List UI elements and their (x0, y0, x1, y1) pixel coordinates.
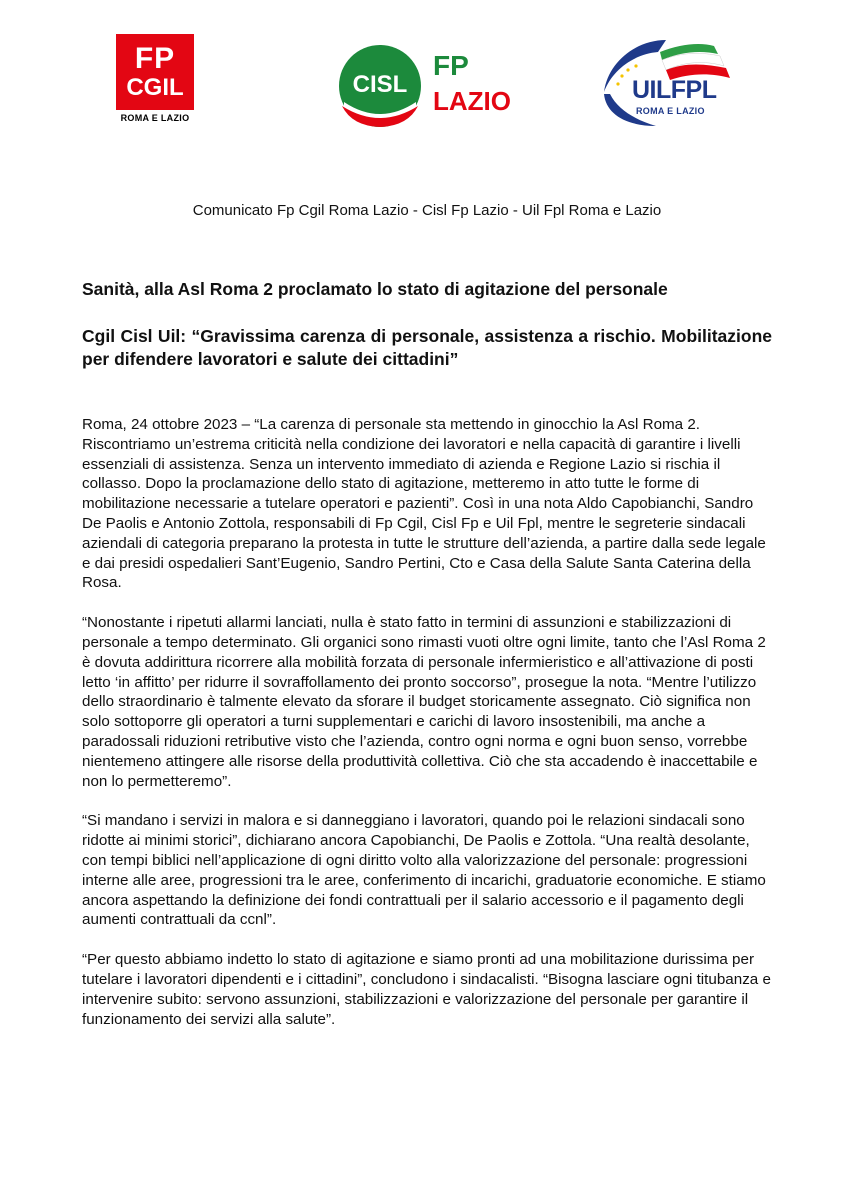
fp-cgil-logo-cgil: CGIL (126, 74, 184, 101)
cisl-fp-lazio-logo (338, 44, 511, 124)
paragraph-3: “Si mandano i servizi in malora e si danneggiano i lavoratori, quando poi le relazioni sindacali sono ridotte ai minimi storici”, dichiarano ancora Capobianchi, De Paolis e Zottola. “Una realtà desolante, con tempi biblici nell’applicazione di ogni diritto volto alla valorizzazione del personale: progressioni interne alle aree, progressioni tra le aree, conferimento di incarichi, graduatorie economiche. E stiamo ancora aspettando la definizione dei fondi contrattuali per il salario accessorio e il pagamento degli aumenti contrattuali da ccnl”. (82, 812, 766, 929)
uil-logo-name: UILFPL (632, 76, 717, 104)
headline: Sanità, alla Asl Roma 2 proclamato lo stato di agitazione del personale (82, 279, 668, 299)
communique-header: Comunicato Fp Cgil Roma Lazio - Cisl Fp Lazio - Uil Fpl Roma e Lazio (192, 202, 662, 219)
paragraph-2: “Nonostante i ripetuti allarmi lanciati, nulla è stato fatto in termini di assunzioni e stabilizzazioni di personale a tempo determinato. Gli organici sono rimasti vuoti oltre ogni limite, tanto che l’Asl Roma 2 è dovuta addirittura ricorrere alla mobilità forzata di personale infermieristico e all’attivazione di posti letto ‘in affitto’ per ridurre il sovraffollamento dei pronto soccorso”, prosegue la nota. “Mentre l’utilizzo dello straordinario è talmente elevato da sforare il budget storicamente assegnato. Ciò significa non solo sottoporre gli operatori a turni supplementari e carichi di lavoro insostenibili, ma anche a paradossali riduzioni retributive visto che l’azienda, contro ogni norma e ogni buon senso, vorrebbe nientemeno attingere alle risorse della produttività collettiva. Ciò che sta accadendo è inaccettabile e non lo permetteremo”. (82, 614, 766, 790)
cisl-logo-lazio: LAZIO (433, 86, 511, 116)
uil-fpl-logo (596, 36, 736, 128)
cisl-logo-mark (338, 44, 422, 128)
uil-logo-region: ROMA E LAZIO (636, 106, 705, 116)
subheadline: Cgil Cisl Uil: “Gravissima carenza di personale, assistenza a rischio. Mobilitazione per difendere lavoratori e salute dei cittadini” (82, 326, 772, 369)
cisl-logo-text: CISL (352, 71, 408, 98)
press-release-body (82, 200, 772, 1049)
fp-cgil-logo (116, 34, 194, 124)
cisl-logo-fp: FP (433, 50, 469, 81)
fp-cgil-logo-box (116, 34, 194, 110)
logos-header (0, 0, 849, 140)
paragraph-4: “Per questo abbiamo indetto lo stato di agitazione e siamo pronti ad una mobilitazione durissima per tutelare i lavoratori dipendenti e i cittadini”, concludono i sindacalisti. “Bisogna lasciare ogni titubanza e intervenire subito: servono assunzioni, stabilizzazioni e valorizzazione del personale per garantire il funzionamento dei servizi alla salute”. (82, 951, 771, 1028)
fp-cgil-logo-fp: FP (134, 42, 176, 75)
fp-cgil-logo-region: ROMA E LAZIO (120, 113, 190, 123)
paragraph-1: Roma, 24 ottobre 2023 – “La carenza di personale sta mettendo in ginocchio la Asl Roma 2. Riscontriamo un’estrema criticità nella condizione dei lavoratori e nella capacità di garantire i livelli essenziali di assistenza. Senza un intervento immediato di azienda e Regione Lazio si rischia il collasso. Dopo la proclamazione dello stato di agitazione, metteremo in atto tutte le forme di mobilitazione necessarie a tutelare operatori e pazienti”. Così in una nota Aldo Capobianchi, Sandro De Paolis e Antonio Zottola, responsabili di Fp Cgil, Cisl Fp e Uil Fpl, mentre le segreterie sindacali aziendali di categoria preparano la protesta in tutte le strutture dell’azienda, a partire dalla sede legale e dai presidi ospedalieri Sant’Eugenio, Sandro Pertini, Cto e Casa della Salute Santa Caterina della Rosa. (82, 416, 766, 592)
